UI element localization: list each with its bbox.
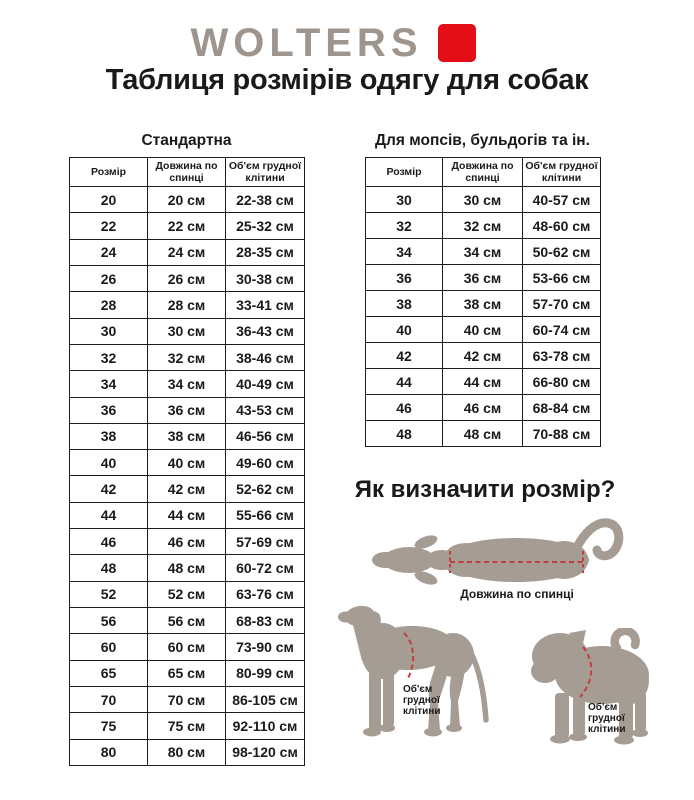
size-cell: 30 xyxy=(70,318,148,344)
table-row xyxy=(70,581,305,607)
table-row xyxy=(70,397,305,423)
bulldog-sizes-section xyxy=(365,132,600,447)
back-length-cell: 36 см xyxy=(148,397,226,423)
chest-cell: 57-69 см xyxy=(226,529,305,555)
chest-cell: 33-41 см xyxy=(226,292,305,318)
table-row xyxy=(366,265,601,291)
back-length-cell: 30 см xyxy=(148,318,226,344)
size-cell: 32 xyxy=(366,213,443,239)
col-header-chest: Об'єм грудної клітини xyxy=(523,158,601,187)
chest-cell: 49-60 см xyxy=(226,450,305,476)
chest-cell: 50-62 см xyxy=(523,239,601,265)
back-length-cell: 52 см xyxy=(148,581,226,607)
chest-cell: 92-110 см xyxy=(226,713,305,739)
size-cell: 52 xyxy=(70,581,148,607)
back-length-cell: 36 см xyxy=(443,265,523,291)
standard-table-heading: Стандартна xyxy=(141,132,232,149)
back-length-cell: 42 см xyxy=(148,476,226,502)
chest-cell: 60-74 см xyxy=(523,317,601,343)
chest-cell: 55-66 см xyxy=(226,502,305,528)
chest-cell: 52-62 см xyxy=(226,476,305,502)
size-cell: 65 xyxy=(70,660,148,686)
back-length-cell: 40 см xyxy=(148,450,226,476)
chest-cell: 46-56 см xyxy=(226,423,305,449)
table-row xyxy=(70,634,305,660)
how-to-heading: Як визначити розмір? xyxy=(354,476,616,503)
size-cell: 36 xyxy=(70,397,148,423)
table-row xyxy=(70,502,305,528)
brand-logo xyxy=(0,23,680,63)
standard-sizes-section xyxy=(69,132,304,766)
size-cell: 40 xyxy=(70,450,148,476)
table-row xyxy=(366,395,601,421)
table-row xyxy=(70,686,305,712)
table-row xyxy=(70,265,305,291)
size-cell: 40 xyxy=(366,317,443,343)
back-length-cell: 46 см xyxy=(148,529,226,555)
back-length-cell: 28 см xyxy=(148,292,226,318)
size-cell: 22 xyxy=(70,213,148,239)
back-length-cell: 34 см xyxy=(443,239,523,265)
table-row xyxy=(70,739,305,765)
bulldog-table-heading: Для мопсів, бульдогів та ін. xyxy=(375,132,590,149)
chest-cell: 30-38 см xyxy=(226,265,305,291)
table-row xyxy=(70,450,305,476)
chest-cell: 28-35 см xyxy=(226,239,305,265)
table-row xyxy=(70,529,305,555)
size-cell: 42 xyxy=(70,476,148,502)
back-length-cell: 60 см xyxy=(148,634,226,660)
table-row xyxy=(70,713,305,739)
back-length-cell: 38 см xyxy=(148,423,226,449)
dog-top-view-silhouette xyxy=(372,533,589,588)
size-cell: 30 xyxy=(366,187,443,213)
back-length-label: Довжина по спинці xyxy=(460,587,574,601)
size-cell: 46 xyxy=(366,395,443,421)
back-length-cell: 32 см xyxy=(148,344,226,370)
bulldog-size-table xyxy=(365,157,601,447)
back-length-cell: 22 см xyxy=(148,213,226,239)
back-length-cell: 34 см xyxy=(148,371,226,397)
dog-side-view-illustration xyxy=(338,603,490,743)
table-row xyxy=(70,239,305,265)
dog-top-view-illustration xyxy=(368,509,628,589)
back-length-cell: 42 см xyxy=(443,343,523,369)
table-row xyxy=(366,239,601,265)
size-cell: 34 xyxy=(70,371,148,397)
back-length-cell: 44 см xyxy=(443,369,523,395)
back-length-cell: 75 см xyxy=(148,713,226,739)
brand-name: WOLTERS xyxy=(190,21,423,65)
chest-cell: 60-72 см xyxy=(226,555,305,581)
table-row xyxy=(366,369,601,395)
table-row xyxy=(70,555,305,581)
size-cell: 56 xyxy=(70,608,148,634)
col-header-chest: Об'єм грудної клітини xyxy=(226,158,305,187)
table-row xyxy=(70,292,305,318)
size-cell: 28 xyxy=(70,292,148,318)
size-cell: 38 xyxy=(70,423,148,449)
chest-cell: 53-66 см xyxy=(523,265,601,291)
table-row xyxy=(70,660,305,686)
size-cell: 60 xyxy=(70,634,148,660)
size-cell: 38 xyxy=(366,291,443,317)
chest-cell: 68-83 см xyxy=(226,608,305,634)
col-header-size: Розмір xyxy=(70,158,148,187)
size-cell: 26 xyxy=(70,265,148,291)
table-row xyxy=(70,318,305,344)
chest-cell: 38-46 см xyxy=(226,344,305,370)
table-row xyxy=(70,608,305,634)
size-cell: 44 xyxy=(366,369,443,395)
chest-cell: 43-53 см xyxy=(226,397,305,423)
chest-cell: 25-32 см xyxy=(226,213,305,239)
chest-cell: 22-38 см xyxy=(226,187,305,213)
size-cell: 80 xyxy=(70,739,148,765)
size-cell: 34 xyxy=(366,239,443,265)
chest-cell: 57-70 см xyxy=(523,291,601,317)
back-length-cell: 65 см xyxy=(148,660,226,686)
bulldog-curled-tail xyxy=(615,631,636,648)
back-length-cell: 32 см xyxy=(443,213,523,239)
dog-tail xyxy=(471,653,486,720)
col-header-back-length: Довжина по спинці xyxy=(148,158,226,187)
back-length-cell: 44 см xyxy=(148,502,226,528)
table-row xyxy=(366,343,601,369)
chest-cell: 98-120 см xyxy=(226,739,305,765)
chest-cell: 66-80 см xyxy=(523,369,601,395)
chest-cell: 68-84 см xyxy=(523,395,601,421)
chest-cell: 36-43 см xyxy=(226,318,305,344)
back-length-cell: 38 см xyxy=(443,291,523,317)
chest-cell: 63-78 см xyxy=(523,343,601,369)
table-row xyxy=(70,423,305,449)
table-row xyxy=(70,344,305,370)
chest-cell: 40-57 см xyxy=(523,187,601,213)
size-cell: 36 xyxy=(366,265,443,291)
back-length-cell: 70 см xyxy=(148,686,226,712)
table-header-row xyxy=(70,158,305,187)
table-row xyxy=(366,421,601,447)
brand-mark-icon xyxy=(438,24,476,62)
back-length-cell: 48 см xyxy=(148,555,226,581)
standard-size-table xyxy=(69,157,305,766)
table-row xyxy=(70,371,305,397)
size-cell: 46 xyxy=(70,529,148,555)
back-length-cell: 40 см xyxy=(443,317,523,343)
chest-label: Об'єм грудної клітини xyxy=(403,684,441,717)
table-row xyxy=(366,187,601,213)
table-header-row xyxy=(366,158,601,187)
chest-cell: 48-60 см xyxy=(523,213,601,239)
size-cell: 44 xyxy=(70,502,148,528)
table-row xyxy=(70,476,305,502)
back-length-cell: 20 см xyxy=(148,187,226,213)
chest-cell: 73-90 см xyxy=(226,634,305,660)
back-length-cell: 24 см xyxy=(148,239,226,265)
table-row xyxy=(70,187,305,213)
size-cell: 48 xyxy=(366,421,443,447)
size-cell: 75 xyxy=(70,713,148,739)
back-length-cell: 80 см xyxy=(148,739,226,765)
size-cell: 32 xyxy=(70,344,148,370)
back-length-cell: 48 см xyxy=(443,421,523,447)
table-row xyxy=(366,291,601,317)
size-cell: 42 xyxy=(366,343,443,369)
back-length-cell: 56 см xyxy=(148,608,226,634)
chest-cell: 80-99 см xyxy=(226,660,305,686)
chest-cell: 40-49 см xyxy=(226,371,305,397)
table-row xyxy=(366,317,601,343)
chest-cell: 63-76 см xyxy=(226,581,305,607)
size-cell: 24 xyxy=(70,239,148,265)
col-header-back-length: Довжина по спинці xyxy=(443,158,523,187)
size-cell: 20 xyxy=(70,187,148,213)
table-row xyxy=(366,213,601,239)
table-row xyxy=(70,213,305,239)
page-title: Таблиця розмірів одягу для собак xyxy=(105,64,589,96)
back-length-cell: 46 см xyxy=(443,395,523,421)
size-cell: 48 xyxy=(70,555,148,581)
chest-cell: 70-88 см xyxy=(523,421,601,447)
size-cell: 70 xyxy=(70,686,148,712)
back-length-cell: 30 см xyxy=(443,187,523,213)
col-header-size: Розмір xyxy=(366,158,443,187)
back-length-cell: 26 см xyxy=(148,265,226,291)
chest-label: Об'єм грудної клітини xyxy=(588,702,626,735)
chest-cell: 86-105 см xyxy=(226,686,305,712)
